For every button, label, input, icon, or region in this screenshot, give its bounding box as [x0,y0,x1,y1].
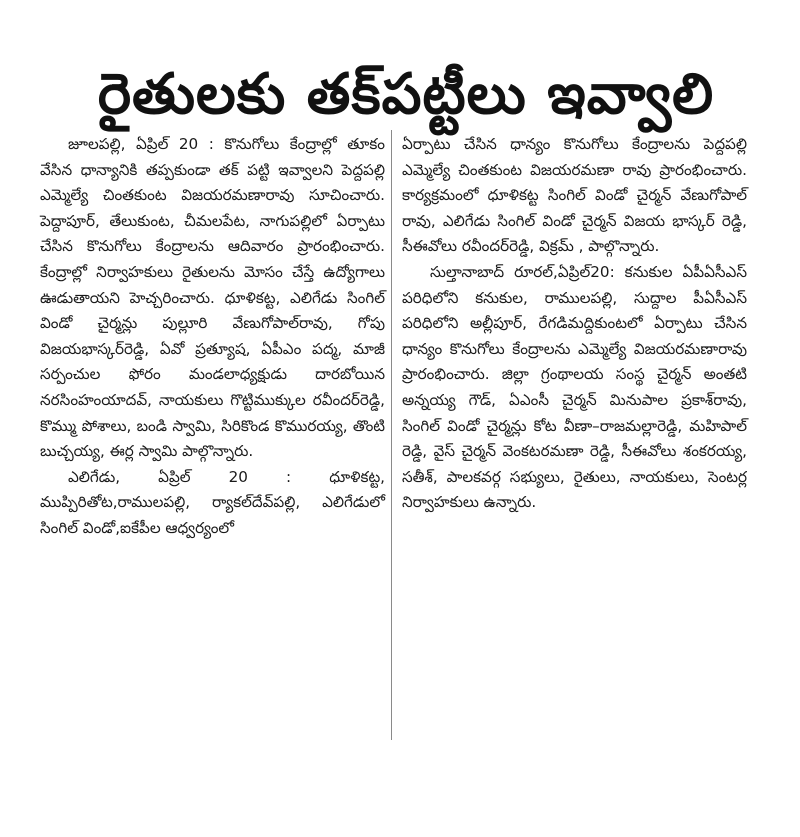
column-divider [391,130,392,740]
paragraph-sultanabad: సుల్తానాబాద్ రూరల్,ఏప్రిల్20: కనుకుల ఏపీఏసీఎస్ పరిధిలోని కనుకుల, రాములపల్లి, సుద్దాల పీఏసీఎస్ పరిధిలోని అల్లీపూర్, రేగడిమద్దికుంటలో ఏర్పాటు చేసిన ధాన్యం కొనుగోలు కేంద్రాలను ఎమ్మెల్యే విజయరమణారావు ప్రారంభించారు. జిల్లా గ్రంథాలయ సంస్థ చైర్మన్ అంతటి అన్నయ్య గౌడ్, ఏఎంసీ చైర్మన్ మినుపాల ప్రకాశ్‌రావు, సింగిల్ విండో చైర్మన్లు కోట వీణా–రాజమల్లారెడ్డి, మహిపాల్ రెడ్డి, వైస్ చైర్మన్ వెంకటరమణా రెడ్డి, సీఈవోలు శంకరయ్య, సతీశ్, పాలకవర్గ సభ్యులు, రైతులు, నాయకులు, సెంటర్ల నిర్వాహకులు ఉన్నారు. [402,262,747,512]
paragraph-julapalli: జూలపల్లి, ఏప్రిల్ 20 : కొనుగోలు కేంద్రాల్లో తూకం వేసిన ధాన్యానికి తప్పకుండా తక్ పట్టి ఇవ్వాలని పెద్దపల్లి ఎమ్మెల్యే చింతకుంట విజయరమణారావు సూచించారు. పెద్దాపూర్, తేలుకుంట, చీమలపేట, నాగుపల్లిలో ఏర్పాటు చేసిన కొనుగోలు కేంద్రాలను ఆదివారం ప్రారంభించారు. కేంద్రాల్లో నిర్వాహకులు రైతులను మోసం చేస్తే ఉద్యోగాలు ఊడుతాయని హెచ్చరించారు. ధూళికట్ట, ఎలిగేడు సింగిల్ విండో చైర్మన్లు పుల్లూరి వేణుగోపాల్‌రావు, గోపు విజయభాస్కర్‌రెడ్డి, ఏవో ప్రత్యూష, ఏపీఎం పద్మ, మాజీ సర్పంచుల ఫోరం మండలాధ్యక్షుడు దారబోయిన నరసింహంయాదవ్, నాయకులు గొట్టిముక్కుల రవీందర్‌రెడ్డి, కొమ్ము పోశాలు, బండి స్వామి, సిరికొండ కొమురయ్య, తొంటి బుచ్చయ్య, ఈర్ల స్వామి పాల్గొన్నారు. [40,135,385,461]
left-column [40,132,385,542]
right-column [402,132,747,516]
paragraph-eligedu-continued: ఏర్పాటు చేసిన ధాన్యం కొనుగోలు కేంద్రాలను పెద్దపల్లి ఎమ్మెల్యే చింతకుంట విజయరమణా రావు ప్రారంభించారు. కార్యక్రమంలో ధూళికట్ట సింగిల్ విండో చైర్మన్ వేణుగోపాల్ రావు, ఎలిగేడు సింగిల్ విండో చైర్మన్ విజయ భాస్కర్ రెడ్డి, సీఈవోలు రవీందర్‌రెడ్డి, విక్రమ్ , పాల్గొన్నారు. [402,135,747,256]
paragraph-eligedu: ఎలిగేడు, ఏప్రిల్ 20 : ధూళికట్ట, ముప్పిరితోట,రాములపల్లి, ర్యాకల్‌దేవ్‌పల్లి, ఎలిగేడులో సింగిల్ విండో,ఐకేపీల ఆధ్వర్యంలో [40,467,385,537]
headline: రైతులకు తక్‌పట్టీలు ఇవ్వాలి [97,61,715,127]
